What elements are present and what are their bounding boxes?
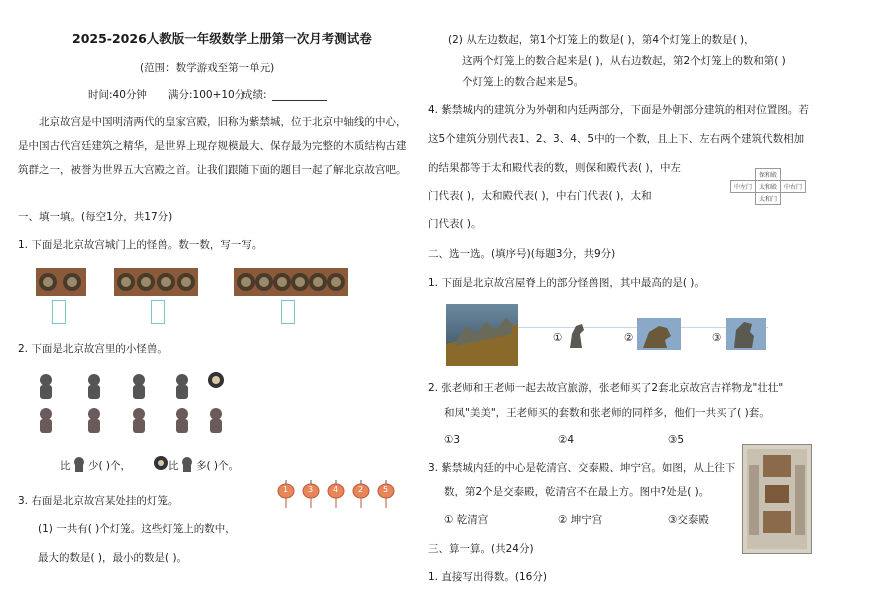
question-1-3-3a: (2) 从左边数起，第1个灯笼上的数是( )，第4个灯笼上的数是( )，: [448, 34, 755, 46]
lantern-icon: [351, 480, 371, 510]
score-info: 满分:100+10分: [168, 89, 246, 101]
lantern-row: [276, 480, 404, 514]
section2-heading: 二、选一选。(填序号)(每题3分，共9分): [428, 248, 616, 260]
question-2-1: 1. 下面是北京故宫屋脊上的部分怪兽图，其中最高的是( )。: [428, 277, 705, 289]
lantern-number: 3: [308, 485, 314, 494]
option-2-2-c: ③5: [668, 434, 685, 446]
lantern-number: 2: [358, 485, 364, 494]
option-2-label: ②: [624, 332, 634, 344]
compare-text-1: 比: [60, 460, 71, 472]
question-1-3: 3. 右面是北京故宫某处挂的灯笼。: [18, 495, 179, 507]
question-2-3a: 3. 紫禁城内廷的中心是乾清宫、交泰殿、坤宁宫。如图，从上往下: [428, 462, 736, 474]
lantern-number: 4: [333, 485, 339, 494]
door-knocker-icon: [234, 268, 348, 296]
gate-beast-group-2: [114, 268, 198, 296]
question-1-4b: 这5个建筑分别代表1、2、3、4、5中的一个数，且上下、左右两个建筑代数相加: [428, 133, 805, 145]
option-1-label: ①: [553, 332, 563, 344]
result-blank: [272, 100, 327, 101]
little-monsters-grid: [36, 372, 236, 438]
monster-small-icon: [72, 456, 86, 472]
option-3-label: ③: [712, 332, 722, 344]
result-label: 成绩:: [242, 89, 267, 101]
answer-box-3[interactable]: [281, 300, 295, 324]
lantern-icon: [301, 480, 321, 510]
map-cell-top: 保和殿: [756, 169, 781, 181]
map-cell-right: 中右门: [781, 181, 806, 193]
time-info: 时间:40分钟: [88, 89, 147, 101]
option-2-3-a: ① 乾清宫: [444, 514, 489, 526]
monster-icon: [88, 408, 100, 433]
question-2-3b: 数，第2个是交泰殿，乾清宫不在最上方。图中?处是( )。: [444, 486, 710, 498]
monster-icon: [176, 374, 188, 399]
palace-aerial-image: [742, 444, 812, 554]
door-knocker-icon: [114, 268, 198, 296]
question-1-4a: 4. 紫禁城内的建筑分为外朝和内廷两部分，下面是外朝部分建筑的相对位置图。若: [428, 104, 809, 116]
lantern-icon: [376, 480, 396, 510]
question-1-3-3b: 这两个灯笼上的数合起来是( )，从右边数起，第2个灯笼上的数和第( ): [462, 55, 786, 67]
monster-small-icon: [180, 456, 194, 472]
question-3-1: 1. 直接写出得数。(16分): [428, 571, 547, 583]
lantern-icon: [326, 480, 346, 510]
section3-heading: 三、算一算。(共24分): [428, 543, 534, 555]
lantern-icon: [276, 480, 296, 510]
roof-beast-photo: [446, 304, 518, 366]
door-knocker-icon: [36, 268, 86, 296]
roof-beast-icon: [637, 318, 681, 350]
answer-box-1[interactable]: [52, 300, 66, 324]
monster-icon: [210, 408, 222, 433]
compare-text-4: 多( )个。: [196, 460, 240, 472]
building-position-map: [730, 168, 806, 205]
option-2-2-a: ①3: [444, 434, 461, 446]
monster-icon: [133, 408, 145, 433]
question-1-1: 1. 下面是北京故宫城门上的怪兽。数一数，写一写。: [18, 239, 263, 251]
compare-text-2: 少( )个，: [88, 460, 132, 472]
question-2-2b: 和凤"美美"，王老师买的套数和张老师的同样多，他们一共买了( )套。: [444, 407, 770, 419]
question-1-3-3c: 个灯笼上的数合起来是5。: [462, 76, 585, 88]
question-1-4e: 门代表( )。: [428, 218, 482, 230]
monster-icon: [133, 374, 145, 399]
roof-beast-icon: [726, 318, 766, 350]
question-2-2a: 2. 张老师和王老师一起去故宫旅游，张老师买了2套北京故宫吉祥物龙"壮壮": [428, 382, 784, 394]
page-title: 2025-2026人教版一年级数学上册第一次月考测试卷: [72, 31, 372, 46]
lantern-number: 5: [383, 485, 389, 494]
map-cell-left: 中左门: [731, 181, 756, 193]
option-2-3-c: ③交泰殿: [668, 514, 709, 526]
intro-paragraph: 北京故宫是中国明清两代的皇家宫殿，旧称为紫禁城，位于北京中轴线的中心，是中国古代宫廷建筑之精华，是世界上现存规模最大、保存最为完整的木质结构古建筑群之一，被誉为世界五大宫殿之首。让我们跟随下面的题目一起了解北京故宫吧。: [18, 116, 407, 176]
roof-beast-icon: [566, 320, 588, 350]
gate-beast-group-3: [234, 268, 348, 296]
map-cell-bottom: 太和门: [756, 193, 781, 205]
question-1-3-2: 最大的数是( )，最小的数是( )。: [38, 552, 188, 564]
question-1-4c: 的结果都等于太和殿代表的数，则保和殿代表( )，中左: [428, 162, 682, 174]
lantern-number: 1: [283, 485, 289, 494]
monster-round-icon: [153, 455, 169, 471]
monster-icon: [40, 374, 52, 399]
question-1-3-1: (1) 一共有( )个灯笼。这些灯笼上的数中，: [38, 523, 236, 535]
monster-icon: [176, 408, 188, 433]
gate-beast-group-1: [36, 268, 86, 296]
map-cell-center: 太和殿: [756, 181, 781, 193]
monster-icon: [208, 372, 224, 388]
option-2-3-b: ② 坤宁宫: [558, 514, 603, 526]
question-1-4d: 门代表( )，太和殿代表( )，中右门代表( )，太和: [428, 190, 652, 202]
compare-text-3: 比: [168, 460, 179, 472]
monster-icon: [88, 374, 100, 399]
question-1-2: 2. 下面是北京故宫里的小怪兽。: [18, 343, 168, 355]
scope-note: (范围：数学游戏至第一单元): [140, 62, 275, 74]
monster-icon: [40, 408, 52, 433]
answer-box-2[interactable]: [151, 300, 165, 324]
option-2-2-b: ②4: [558, 434, 575, 446]
section1-heading: 一、填一填。(每空1分，共17分): [18, 211, 173, 223]
